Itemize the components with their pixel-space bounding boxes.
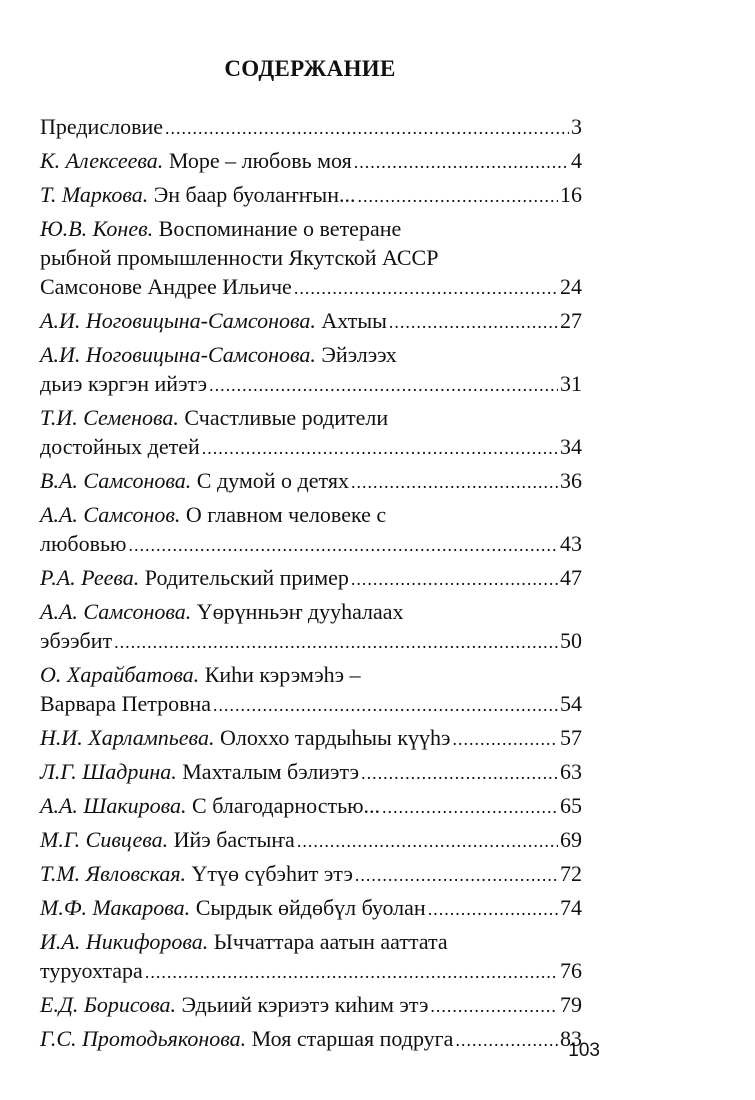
toc-entry	[40, 180, 582, 211]
toc-author: М.Ф. Макарова.	[40, 895, 191, 920]
dot-leader	[145, 958, 558, 987]
toc-title: Эйэлээх	[321, 342, 397, 367]
toc-entry-last-line	[40, 369, 582, 400]
dot-leader	[430, 992, 558, 1021]
toc-entry-last-line	[40, 180, 582, 211]
toc-page-number: 16	[560, 182, 582, 207]
toc-title: Счастливые родители	[184, 405, 389, 430]
toc-title: Море – любовь моя	[168, 148, 352, 173]
toc-title: Ийэ бастыҥа	[173, 827, 295, 852]
toc-author: А.А. Шакирова.	[40, 793, 187, 818]
dot-leader	[382, 793, 558, 822]
toc-entry-last-line	[40, 791, 582, 822]
dot-leader	[357, 182, 558, 211]
toc-author: А.И. Ноговицына-Самсонова.	[40, 342, 316, 367]
toc-entry-line	[40, 660, 582, 689]
toc-entry-last-line	[40, 563, 582, 594]
toc-entry	[40, 306, 582, 337]
toc-entry-last-line	[40, 956, 582, 987]
toc-author: И.А. Никифорова.	[40, 929, 209, 954]
dot-leader	[355, 861, 558, 890]
toc-title: дьиэ кэргэн ийэтэ	[40, 371, 208, 396]
toc-title: Варвара Петровна	[40, 691, 212, 716]
toc-entry-last-line	[40, 990, 582, 1021]
toc-title: Эн баар буолаҥҥын...	[153, 182, 356, 207]
dot-leader	[165, 114, 569, 143]
toc-entry-last-line	[40, 306, 582, 337]
dot-leader	[128, 531, 558, 560]
toc-entry-last-line	[40, 689, 582, 720]
toc-author: Т.М. Явловская.	[40, 861, 187, 886]
toc-title: Ыччаттара аатын ааттата	[213, 929, 448, 954]
toc-author: Е.Д. Борисова.	[40, 992, 177, 1017]
dot-leader	[351, 468, 558, 497]
toc-page-number: 63	[560, 759, 582, 784]
toc-page-number: 74	[560, 895, 582, 920]
toc-entry	[40, 146, 582, 177]
dot-leader	[389, 308, 558, 337]
toc-title: Моя старшая подруга	[251, 1026, 454, 1051]
toc-entry-line	[40, 927, 582, 956]
toc-author: Р.А. Реева.	[40, 565, 140, 590]
toc-entry-last-line	[40, 1024, 582, 1055]
toc-title: С думой о детях	[196, 468, 349, 493]
toc-entry-last-line	[40, 432, 582, 463]
toc-entry	[40, 791, 582, 822]
toc-entry-line	[40, 500, 582, 529]
toc-entry-line	[40, 403, 582, 432]
toc-entry	[40, 990, 582, 1021]
toc-page-number: 36	[560, 468, 582, 493]
toc-entry-line	[40, 214, 582, 243]
toc-author: Т.И. Семенова.	[40, 405, 179, 430]
toc-title: Эдьиий кэриэтэ киһим этэ	[181, 992, 429, 1017]
toc-page-number: 4	[571, 148, 582, 173]
toc-entry	[40, 927, 582, 987]
toc-page-number: 54	[560, 691, 582, 716]
toc-entry-line	[40, 243, 582, 272]
toc-author: Т. Маркова.	[40, 182, 149, 207]
toc-page-number: 57	[560, 725, 582, 750]
page-title: СОДЕРЖАНИЕ	[224, 56, 396, 81]
toc-page-number: 24	[560, 274, 582, 299]
toc-entry	[40, 500, 582, 560]
toc-author: М.Г. Сивцева.	[40, 827, 169, 852]
toc-entry	[40, 893, 582, 924]
toc-title: рыбной промышленности Якутской АССР	[40, 245, 439, 270]
toc-entry	[40, 466, 582, 497]
dot-leader	[202, 434, 558, 463]
toc-page-number: 47	[560, 565, 582, 590]
page-number: 103	[568, 1040, 600, 1061]
toc-entry	[40, 825, 582, 856]
toc-author: Ю.В. Конев.	[40, 216, 154, 241]
toc-entry-last-line	[40, 272, 582, 303]
toc-page-number: 65	[560, 793, 582, 818]
toc-author: А.А. Самсонов.	[40, 502, 181, 527]
table-of-contents	[40, 112, 582, 1058]
toc-author: Л.Г. Шадрина.	[40, 759, 177, 784]
dot-leader	[428, 895, 558, 924]
toc-author: Н.И. Харлампьева.	[40, 725, 215, 750]
toc-page-number: 50	[560, 628, 582, 653]
dot-leader	[351, 565, 558, 594]
toc-title: Олоххо тардыһыы күүһэ	[219, 725, 451, 750]
toc-page-number: 3	[571, 114, 582, 139]
toc-page-number: 43	[560, 531, 582, 556]
dot-leader	[354, 148, 569, 177]
toc-entry	[40, 112, 582, 143]
toc-page-number: 34	[560, 434, 582, 459]
dot-leader	[114, 628, 558, 657]
dot-leader	[455, 1026, 558, 1055]
toc-title: О главном человеке с	[185, 502, 387, 527]
toc-entry	[40, 660, 582, 720]
toc-entry	[40, 597, 582, 657]
toc-author: В.А. Самсонова.	[40, 468, 192, 493]
toc-entry	[40, 1024, 582, 1055]
toc-title: Предисловие	[40, 114, 163, 139]
toc-entry	[40, 859, 582, 890]
toc-title: Самсонове Андрее Ильиче	[40, 274, 292, 299]
toc-title: эбээбит	[40, 628, 113, 653]
dot-leader	[213, 691, 558, 720]
dot-leader	[452, 725, 558, 754]
toc-page-number: 31	[560, 371, 582, 396]
toc-page-number: 83	[560, 1026, 582, 1051]
toc-entry-last-line	[40, 757, 582, 788]
toc-entry	[40, 340, 582, 400]
toc-title: Ахтыы	[321, 308, 387, 333]
dot-leader	[294, 274, 558, 303]
toc-title: Махталым бэлиэтэ	[182, 759, 360, 784]
toc-author: А.А. Самсонова.	[40, 599, 192, 624]
toc-entry	[40, 563, 582, 594]
toc-entry-last-line	[40, 466, 582, 497]
toc-author: Г.С. Протодьяконова.	[40, 1026, 247, 1051]
toc-entry-last-line	[40, 723, 582, 754]
toc-title: Родительский пример	[144, 565, 349, 590]
toc-entry	[40, 214, 582, 303]
toc-entry-last-line	[40, 112, 582, 143]
toc-title: Үөрүнньэҥ дууһалаах	[196, 599, 404, 624]
dot-leader	[297, 827, 558, 856]
toc-page-number: 76	[560, 958, 582, 983]
toc-entry-last-line	[40, 825, 582, 856]
toc-author: А.И. Ноговицына-Самсонова.	[40, 308, 316, 333]
toc-title: Воспоминание о ветеране	[158, 216, 402, 241]
toc-title: туруохтара	[40, 958, 143, 983]
dot-leader	[361, 759, 558, 788]
toc-title: достойных детей	[40, 434, 200, 459]
toc-entry-last-line	[40, 146, 582, 177]
toc-title: С благодарностью...	[192, 793, 381, 818]
toc-title: Сырдык өйдөбүл буолан	[195, 895, 426, 920]
toc-entry	[40, 757, 582, 788]
toc-entry-last-line	[40, 626, 582, 657]
toc-entry	[40, 403, 582, 463]
toc-entry	[40, 723, 582, 754]
toc-page-number: 27	[560, 308, 582, 333]
toc-entry-last-line	[40, 893, 582, 924]
toc-page-number: 69	[560, 827, 582, 852]
toc-author: О. Харайбатова.	[40, 662, 200, 687]
toc-page-number: 72	[560, 861, 582, 886]
toc-title: Киһи кэрэмэһэ –	[204, 662, 361, 687]
toc-author: К. Алексеева.	[40, 148, 164, 173]
toc-title: Үтүө сүбэһит этэ	[191, 861, 353, 886]
toc-entry-last-line	[40, 529, 582, 560]
toc-entry-line	[40, 340, 582, 369]
toc-title: любовью	[40, 531, 127, 556]
toc-entry-last-line	[40, 859, 582, 890]
dot-leader	[209, 371, 558, 400]
toc-entry-line	[40, 597, 582, 626]
toc-page-number: 79	[560, 992, 582, 1017]
